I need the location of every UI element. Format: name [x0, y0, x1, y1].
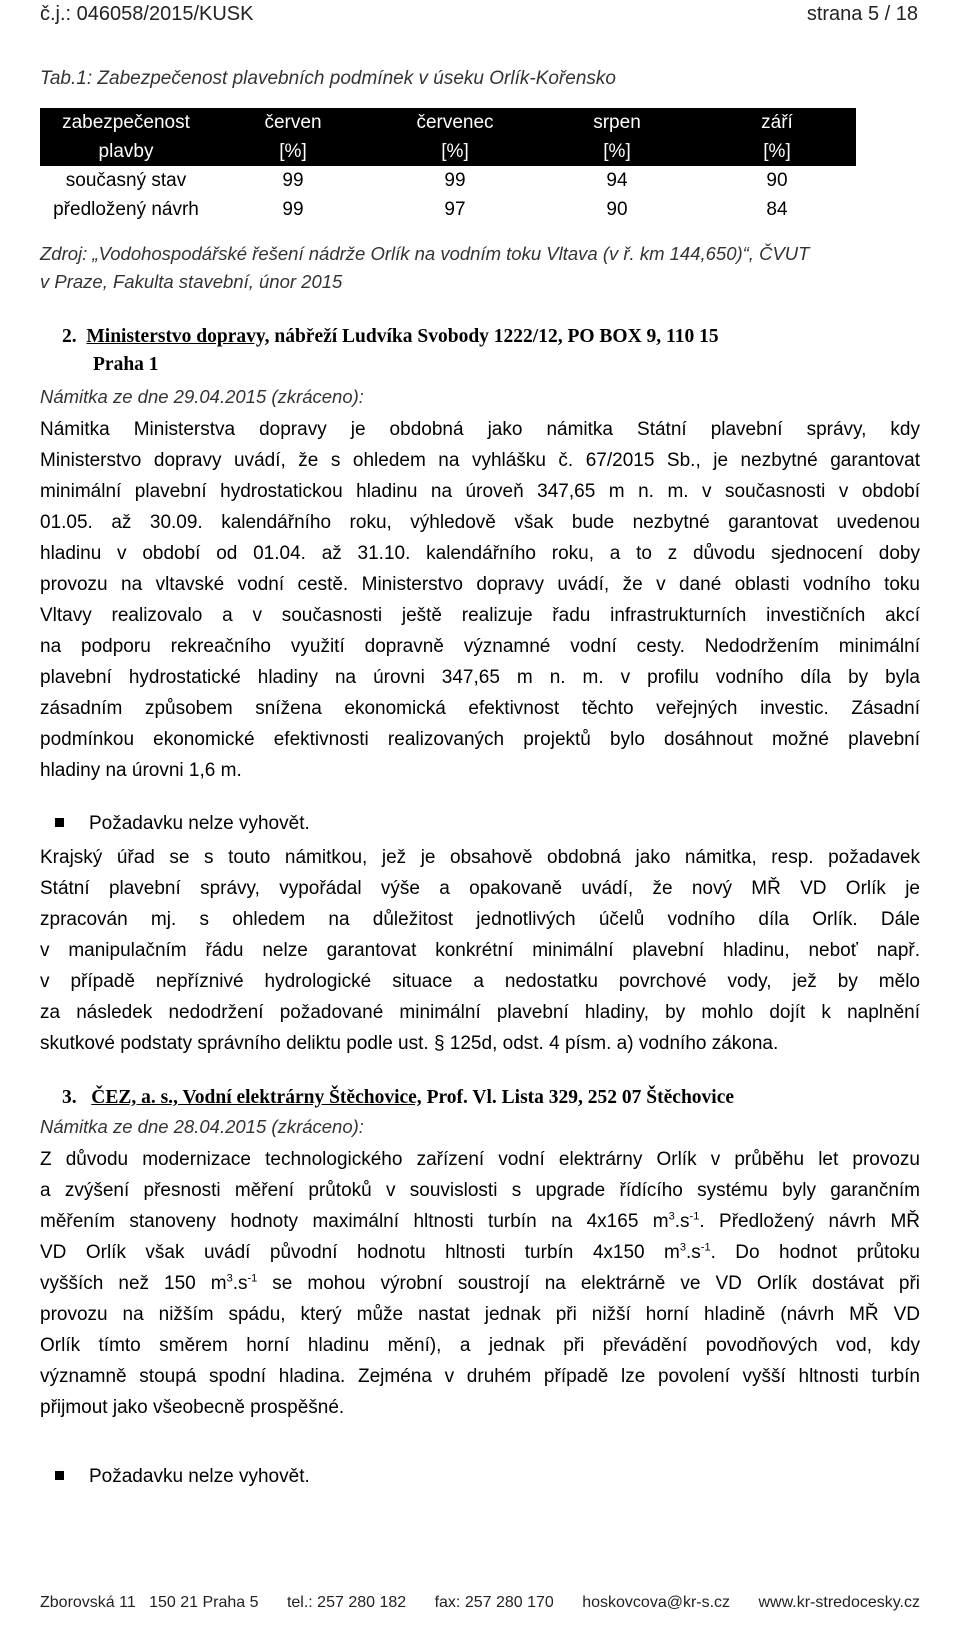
superscript: 3: [668, 1210, 675, 1223]
table-row: [40, 166, 856, 195]
table-header-cell: září: [698, 108, 856, 137]
table-header-cell: srpen: [536, 108, 698, 137]
section-address: nábřeží Ludvíka Svobody 1222/12, PO BOX 9, 110 15: [274, 326, 719, 347]
text-run: . Předložený návrh MŘ: [699, 1211, 920, 1232]
paragraph-line: Státní plavební správy, vypořádal výše a opakovaně uvádí, že nový MŘ VD Orlík je: [40, 878, 920, 899]
superscript: -1: [700, 1241, 711, 1254]
text-run: měřením stanoveny hodnoty maximální hltnosti turbín na 4x165 m: [40, 1211, 669, 1232]
paragraph-line: za následek nedodržení požadované minimální plavební hladiny, by mohlo dojít k naplnění: [40, 1002, 920, 1023]
section-address: Prof. Vl. Lista 329, 252 07 Štěchovice: [426, 1087, 735, 1108]
section-2-heading: [62, 325, 719, 349]
text-run: . Do hodnot průtoku: [710, 1242, 920, 1263]
superscript: 3: [679, 1241, 686, 1254]
text-run: .s: [232, 1273, 248, 1294]
paragraph-line: Vltavy realizovalo a v současnosti ještě realizuje řadu infrastrukturních investičních akcí: [40, 605, 920, 626]
superscript: 3: [226, 1272, 233, 1285]
objection-date: Námitka ze dne 29.04.2015 (zkráceno):: [40, 386, 364, 407]
paragraph-line: Námitka Ministerstva dopravy je obdobná jako námitka Státní plavební správy, kdy: [40, 419, 920, 440]
footer-address: Zborovská 11 150 21 Praha 5: [40, 1594, 259, 1611]
table-header-cell: [%]: [536, 137, 698, 166]
table-cell: 94: [606, 169, 628, 191]
table-caption: Tab.1: Zabezpečenost plavebních podmínek v úseku Orlík-Kořensko: [40, 68, 616, 89]
paragraph-line: a zvýšení přesnosti měření průtoků v souvislosti s upgrade řídícího systému byly garančním: [40, 1180, 920, 1201]
text-run: vyšších než 150 m: [40, 1273, 227, 1294]
table-source-line: Zdroj: „Vodohospodářské řešení nádrže Orlík na vodním toku Vltava (v ř. km 144,650)“, ČVUT: [40, 243, 810, 264]
footer-phone: tel.: 257 280 182: [286, 1594, 407, 1611]
table-cell: 99: [444, 169, 466, 191]
footer-fax: fax: 257 280 170: [434, 1594, 554, 1611]
superscript: -1: [247, 1272, 258, 1285]
table-header-cell: červen: [212, 108, 374, 137]
table-header-row: [40, 108, 856, 137]
table-header-cell: [%]: [212, 137, 374, 166]
table-header-cell: zabezpečenost: [40, 108, 212, 137]
table-header-cell: plavby: [40, 137, 212, 166]
paragraph-line: podmínkou ekonomické efektivnosti realizovaných projektů bylo dosáhnout možné plavební: [40, 729, 920, 750]
text-run: VD Orlík však uvádí původní hodnotu hltnosti turbín 4x150 m: [40, 1242, 680, 1263]
paragraph-line: Z důvodu modernizace technologického zařízení vodní elektrárny Orlík v průběhu let provozu: [40, 1149, 920, 1170]
table-cell: 97: [444, 198, 466, 220]
section-number: 3.: [62, 1087, 77, 1108]
table-cell: 90: [766, 169, 788, 191]
section-org: Ministerstvo dopravy,: [86, 326, 270, 347]
page-footer: [40, 1594, 920, 1612]
table-header-cell: [%]: [374, 137, 536, 166]
section-address-cont: Praha 1: [93, 354, 159, 375]
table-cell: 90: [606, 198, 628, 220]
paragraph-line: v manipulačním řádu nelze garantovat konkrétní minimální plavební hladinu, neboť např.: [40, 940, 920, 961]
paragraph-line: [40, 1241, 920, 1265]
footer-email-link[interactable]: hoskovcova@kr-s.cz: [582, 1594, 731, 1611]
objection-date: Námitka ze dne 28.04.2015 (zkráceno):: [40, 1116, 364, 1137]
table-cell: 84: [766, 198, 788, 220]
paragraph-line: 01.05. až 30.09. kalendářního roku, výhledově však bude nezbytné garantovat uvedenou: [40, 512, 920, 533]
paragraph-line: Ministerstvo dopravy uvádí, že s ohledem na vyhlášku č. 67/2015 Sb., je nezbytné garantovat: [40, 450, 920, 471]
document-reference: č.j.: 046058/2015/KUSK: [40, 3, 254, 25]
paragraph-line: minimální plavební hydrostatickou hladinu na úroveň 347,65 m n. m. v současnosti v období: [40, 481, 920, 502]
text-run: .s: [674, 1211, 690, 1232]
paragraph-line: skutkové podstaty správního deliktu podle ust. § 125d, odst. 4 písm. a) vodního zákona.: [40, 1033, 779, 1054]
bullet-square-icon: [55, 1471, 64, 1480]
table-header-row: [40, 137, 856, 166]
paragraph-line: hladiny na úrovni 1,6 m.: [40, 760, 242, 781]
table-row: [40, 195, 856, 224]
paragraph-line: provozu na vltavské vodní cestě. Ministerstvo dopravy uvádí, že v dané oblasti vodního toku: [40, 574, 920, 595]
paragraph-line: přijmout jako všeobecně prospěšné.: [40, 1397, 345, 1418]
page-number: strana 5 / 18: [806, 3, 918, 25]
superscript: -1: [689, 1210, 700, 1223]
paragraph-line: plavební hydrostatické hladiny na úrovni 347,65 m n. m. v profilu vodního díla by byla: [40, 667, 920, 688]
paragraph-line: na podporu rekreačního využití dopravně významné vodní cesty. Nedodržením minimální: [40, 636, 920, 657]
paragraph-line: Orlík tímto směrem horní hladinu mění), a jednak při převádění povodňových vod, kdy: [40, 1335, 920, 1356]
table-cell: 99: [282, 198, 304, 220]
section-number: 2.: [62, 326, 77, 347]
table-source-line: v Praze, Fakulta stavební, únor 2015: [40, 271, 343, 292]
table-header-cell: [%]: [698, 137, 856, 166]
paragraph-line: [40, 1210, 920, 1234]
section-3-heading: [62, 1086, 734, 1110]
paragraph-line: Krajský úřad se s touto námitkou, jež je obsahově obdobná jako námitka, resp. požadavek: [40, 847, 920, 868]
verdict: Požadavku nelze vyhovět.: [89, 1466, 310, 1487]
paragraph-line: zásadním způsobem snížena ekonomická efektivnost těchto veřejných investic. Zásadní: [40, 698, 920, 719]
paragraph-line: hladinu v období od 01.04. až 31.10. kalendářního roku, a to z důvodu sjednocení doby: [40, 543, 920, 564]
table-header-cell: červenec: [374, 108, 536, 137]
text-run: .s: [686, 1242, 701, 1263]
table-cell: 99: [282, 169, 304, 191]
paragraph-line: v případě nepříznivé hydrologické situace a nedostatku povrchové vody, jež by mělo: [40, 971, 920, 992]
paragraph-line: zpracován mj. s ohledem na důležitost jednotlivých účelů vodního díla Orlík. Dále: [40, 909, 920, 930]
bullet-square-icon: [55, 818, 64, 827]
paragraph-line: provozu na nižším spádu, který může nastat jednak při nižší horní hladině (návrh MŘ VD: [40, 1304, 920, 1325]
text-run: se mohou výrobní soustrojí na elektrárně ve VD Orlík dostávat při: [257, 1273, 920, 1294]
table-cell: současný stav: [65, 169, 187, 191]
table-cell: předložený návrh: [53, 198, 199, 220]
navigability-table: [40, 108, 856, 224]
section-org: ČEZ, a. s., Vodní elektrárny Štěchovice,: [91, 1087, 422, 1108]
footer-web-link[interactable]: www.kr-stredocesky.cz: [758, 1594, 920, 1611]
paragraph-line: [40, 1272, 920, 1296]
paragraph-line: významně stoupá spodní hladina. Zejména v druhém případě lze povolení vyšší hltnosti turbín: [40, 1366, 920, 1387]
verdict: Požadavku nelze vyhovět.: [89, 813, 310, 834]
